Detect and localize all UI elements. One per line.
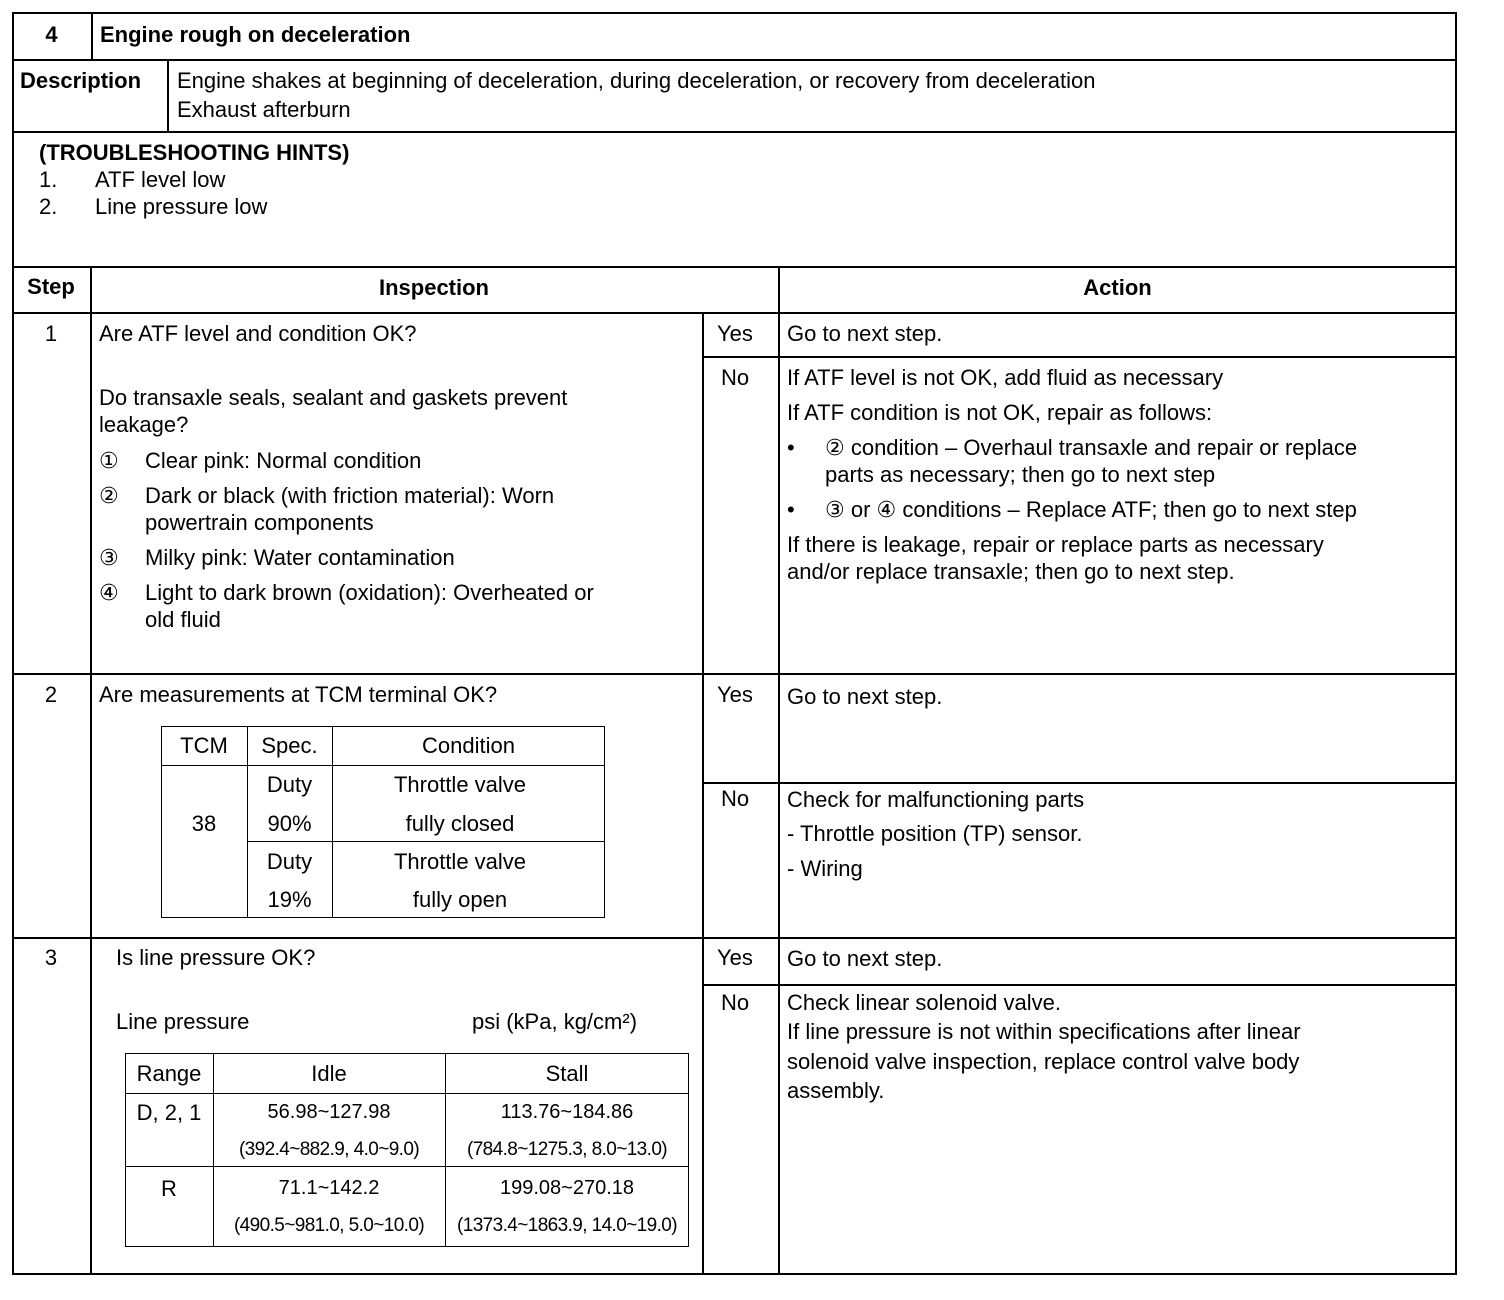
lp-row-2-idle-psi: 71.1~142.2 xyxy=(278,1177,380,1199)
line-pressure-units: psi (kPa, kg/cm²) xyxy=(472,1009,638,1034)
step-3-no-line-4: assembly. xyxy=(787,1078,885,1103)
tcm-row-2-condition-line-2: fully open xyxy=(412,887,508,912)
step-2-yes-action: Go to next step. xyxy=(787,684,943,709)
step-3-number: 3 xyxy=(44,945,58,970)
tcm-header-rule xyxy=(161,765,605,766)
step-1-leak-question-line-2: leakage? xyxy=(99,412,189,437)
step-2-yes-label: Yes xyxy=(717,682,753,707)
lp-header-rule xyxy=(125,1093,689,1094)
step-3-no-line-3: solenoid valve inspection, replace control valve body xyxy=(787,1049,1300,1074)
symptom-title: Engine rough on deceleration xyxy=(100,22,411,47)
tcm-row-1-spec-line-2: 90% xyxy=(267,811,312,836)
condition-2-mark: ② xyxy=(99,483,119,508)
step-1-yes-action: Go to next step. xyxy=(787,321,943,346)
line-pressure-table xyxy=(125,1053,689,1247)
step-column-rule xyxy=(90,266,92,1275)
hint-1-number: 1. xyxy=(39,167,58,192)
tcm-row-1-condition-line-2: fully closed xyxy=(405,811,515,836)
step-1-number: 1 xyxy=(44,321,58,346)
step-1-no-line-2: If ATF condition is not OK, repair as follows: xyxy=(787,400,1213,425)
step-1-no-bullet-1: • xyxy=(787,435,795,460)
condition-1-mark: ① xyxy=(99,448,119,473)
header-divider xyxy=(91,12,93,59)
step-3-yes-no-rule xyxy=(702,984,1457,986)
column-header-step: Step xyxy=(27,274,75,299)
lp-row-2-range: R xyxy=(161,1176,177,1201)
step-2-number: 2 xyxy=(44,682,58,707)
lp-row-2-stall-metric: (1373.4~1863.9, 14.0~19.0) xyxy=(457,1215,677,1236)
step-1-bottom-rule xyxy=(12,673,1457,675)
tcm-row-2-condition-line-1: Throttle valve xyxy=(393,849,527,874)
step-1-leak-question-line-1: Do transaxle seals, sealant and gaskets prevent xyxy=(99,385,568,410)
step-2-no-line-2: - Throttle position (TP) sensor. xyxy=(787,821,1083,846)
condition-3-mark: ③ xyxy=(99,545,119,570)
column-header-inspection: Inspection xyxy=(378,275,489,300)
lp-row-1-stall-metric: (784.8~1275.3, 8.0~13.0) xyxy=(466,1139,668,1160)
lp-header-range: Range xyxy=(136,1061,202,1086)
header-bottom-rule xyxy=(12,59,1457,61)
step-1-no-bullet-2: • xyxy=(787,497,795,522)
tcm-header-spec: Spec. xyxy=(261,733,318,758)
lp-row-1-stall-psi: 113.76~184.86 xyxy=(500,1101,634,1123)
condition-1-text: Clear pink: Normal condition xyxy=(145,448,422,473)
step-3-no-label: No xyxy=(721,990,750,1015)
lp-row-1-idle-metric: (392.4~882.9, 4.0~9.0) xyxy=(238,1139,420,1160)
tcm-header-condition: Condition xyxy=(422,733,515,758)
condition-2-text-line-1: Dark or black (with friction material): Worn xyxy=(145,483,555,508)
hint-1-text: ATF level low xyxy=(95,167,226,192)
table-header-bottom-rule xyxy=(12,312,1457,314)
step-3-question: Is line pressure OK? xyxy=(116,945,316,970)
hints-title: (TROUBLESHOOTING HINTS) xyxy=(39,140,350,165)
tcm-row-2-spec-line-2: 19% xyxy=(267,887,312,912)
tcm-header-terminal: TCM xyxy=(180,733,228,758)
step-1-no-bullet-2-line-1: ③ or ④ conditions – Replace ATF; then go to next step xyxy=(825,497,1357,522)
description-line-1: Engine shakes at beginning of deceleration, during deceleration, or recovery from deceleration xyxy=(177,68,1096,93)
yes-no-column-rule xyxy=(702,312,704,1275)
condition-4-mark: ④ xyxy=(99,580,119,605)
lp-row-2-stall-psi: 199.08~270.18 xyxy=(499,1177,635,1199)
step-1-question: Are ATF level and condition OK? xyxy=(99,321,417,346)
condition-4-text-line-2: old fluid xyxy=(145,607,221,632)
step-1-yes-label: Yes xyxy=(717,321,753,346)
tcm-row-1-condition-line-1: Throttle valve xyxy=(393,772,527,797)
lp-header-stall: Stall xyxy=(545,1061,589,1086)
step-3-no-line-1: Check linear solenoid valve. xyxy=(787,990,1061,1015)
step-1-yes-no-rule xyxy=(702,356,1457,358)
step-2-no-line-3: - Wiring xyxy=(787,856,863,881)
step-3-no-line-2: If line pressure is not within specifications after linear xyxy=(787,1019,1301,1044)
troubleshooting-page xyxy=(12,12,1457,1275)
step-1-no-line-1: If ATF level is not OK, add fluid as necessary xyxy=(787,365,1224,390)
step-3-yes-label: Yes xyxy=(717,945,753,970)
lp-row-rule xyxy=(125,1166,689,1167)
step-1-no-tail-line-1: If there is leakage, repair or replace parts as necessary xyxy=(787,532,1324,557)
tcm-table xyxy=(161,726,605,918)
hint-2-text: Line pressure low xyxy=(95,194,268,219)
column-header-action: Action xyxy=(1083,275,1152,300)
description-label: Description xyxy=(20,68,142,93)
tcm-row-rule xyxy=(247,841,605,842)
hint-2-number: 2. xyxy=(39,194,58,219)
tcm-row-2-spec-line-1: Duty xyxy=(266,849,313,874)
description-line-2: Exhaust afterburn xyxy=(177,97,351,122)
description-divider xyxy=(167,59,169,131)
inspection-column-rule xyxy=(778,266,780,1275)
step-1-no-bullet-1-line-1: ② condition – Overhaul transaxle and repair or replace xyxy=(825,435,1358,460)
description-bottom-rule xyxy=(12,131,1457,133)
symptom-number: 4 xyxy=(45,22,58,47)
line-pressure-label: Line pressure xyxy=(116,1009,250,1034)
hints-bottom-rule xyxy=(12,266,1457,268)
lp-row-1-range: D, 2, 1 xyxy=(136,1100,202,1125)
step-1-no-bullet-1-line-2: parts as necessary; then go to next step xyxy=(825,462,1216,487)
tcm-row-1-spec-line-1: Duty xyxy=(266,772,313,797)
step-1-no-label: No xyxy=(721,365,750,390)
condition-2-text-line-2: powertrain components xyxy=(145,510,374,535)
step-2-yes-no-rule xyxy=(702,782,1457,784)
lp-header-idle: Idle xyxy=(311,1061,347,1086)
condition-4-text-line-1: Light to dark brown (oxidation): Overheated or xyxy=(145,580,594,605)
lp-row-2-idle-metric: (490.5~981.0, 5.0~10.0) xyxy=(233,1215,425,1236)
step-2-bottom-rule xyxy=(12,937,1457,939)
lp-row-1-idle-psi: 56.98~127.98 xyxy=(267,1101,391,1123)
step-2-no-line-1: Check for malfunctioning parts xyxy=(787,787,1085,812)
step-1-no-tail-line-2: and/or replace transaxle; then go to next step. xyxy=(787,559,1235,584)
step-3-yes-action: Go to next step. xyxy=(787,946,943,971)
step-2-no-label: No xyxy=(721,786,750,811)
tcm-terminal-value: 38 xyxy=(191,811,217,836)
condition-3-text: Milky pink: Water contamination xyxy=(145,545,455,570)
step-2-question: Are measurements at TCM terminal OK? xyxy=(99,682,498,707)
